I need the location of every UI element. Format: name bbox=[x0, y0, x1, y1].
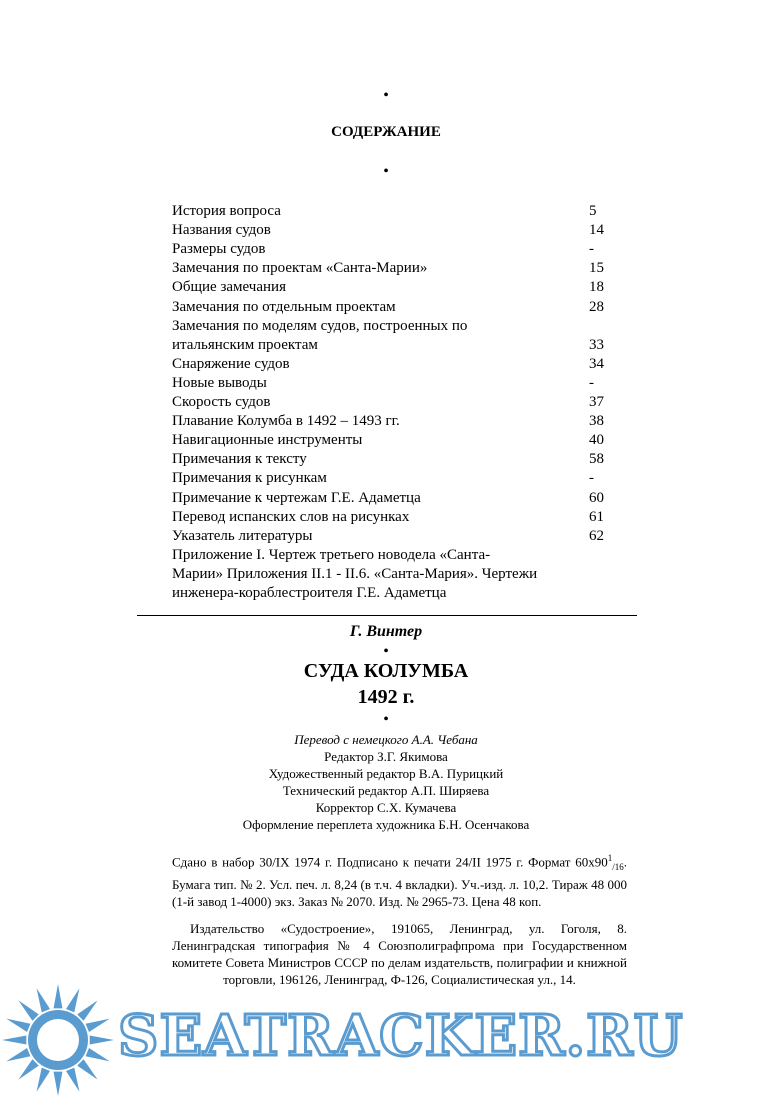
toc-entry-label: Скорость судов bbox=[172, 394, 271, 410]
ornament-bullet: • bbox=[383, 643, 389, 660]
sun-ray bbox=[6, 1048, 30, 1061]
sun-ray bbox=[37, 1068, 50, 1092]
watermark bbox=[0, 982, 772, 1096]
sun-ray bbox=[90, 1036, 114, 1045]
sun-ray bbox=[54, 1072, 63, 1096]
toc-entry-page: 40 bbox=[589, 432, 604, 449]
toc-entry-label: итальянским проектам bbox=[172, 336, 318, 353]
contents-title: СОДЕРЖАНИЕ bbox=[331, 124, 441, 140]
toc-entry-label: Названия судов bbox=[172, 222, 271, 239]
translation-credit: Перевод с немецкого А.А. Чебана bbox=[294, 732, 478, 747]
toc-entry-page: 18 bbox=[589, 279, 604, 296]
toc-entry-page: - bbox=[589, 470, 594, 487]
print-info-text: Сдано в набор 30/IX 1974 г. Подписано к печати 24/II 1975 г. Формат 60x90 bbox=[172, 854, 608, 870]
toc-entry-page: 60 bbox=[589, 489, 604, 506]
sun-ray bbox=[2, 1036, 26, 1045]
sun-ray bbox=[77, 1000, 97, 1020]
format-sub: /16 bbox=[612, 861, 624, 872]
appendix-line: инженера-кораблестроителя Г.Е. Адаметца bbox=[172, 585, 447, 601]
toc-entry-page: 61 bbox=[589, 508, 604, 525]
toc-appendix bbox=[172, 546, 537, 603]
toc-entry-label: Новые выводы bbox=[172, 374, 267, 391]
sun-ray bbox=[66, 1068, 79, 1092]
tech-editor-credit: Технический редактор А.П. Ширяева bbox=[282, 783, 490, 798]
appendix-line: Приложение I. Чертеж третьего новодела «Санта- bbox=[172, 547, 491, 563]
toc-entry-page: 34 bbox=[589, 355, 604, 372]
toc-entry-label: Снаряжение судов bbox=[172, 355, 290, 372]
toc-entry-page: 58 bbox=[589, 451, 604, 468]
publisher-info bbox=[172, 920, 627, 988]
toc-entry-page: 28 bbox=[589, 298, 604, 315]
toc-entry-page: - bbox=[589, 374, 594, 391]
publisher-text: Издательство «Судостроение», 191065, Ленинград, ул. Гоголя, 8. Ленинградская типография № 4 Союзполиграфпрома при Государственном комитете Совета Министров СССР по делам издательств, полиграфии и книжной торговли, 196126, Ленинград, Ф-126, Социалистическая ул., 14. bbox=[172, 921, 627, 987]
toc-entry-page: - bbox=[589, 241, 594, 258]
sun-ray bbox=[6, 1019, 30, 1032]
toc-entry-page: 14 bbox=[589, 222, 604, 239]
sun-ray bbox=[77, 1059, 97, 1079]
divider bbox=[137, 615, 637, 616]
print-info bbox=[172, 850, 627, 910]
author: Г. Винтер bbox=[349, 623, 423, 640]
toc-entry-label: Навигационные инструменты bbox=[172, 432, 363, 449]
toc-entry-page: 15 bbox=[589, 260, 604, 277]
sun-ray bbox=[86, 1019, 110, 1032]
toc-entry-page: 62 bbox=[589, 527, 604, 544]
art-editor-credit: Художественный редактор В.А. Пурицкий bbox=[268, 766, 504, 781]
toc-entry-page: 38 bbox=[589, 413, 604, 430]
book-year: 1492 г. bbox=[357, 686, 415, 708]
toc-entry-label: Общие замечания bbox=[172, 279, 286, 296]
sun-logo-icon bbox=[0, 982, 130, 1096]
toc-entry-page: 33 bbox=[589, 336, 604, 353]
sun-ray bbox=[18, 1000, 38, 1020]
toc-entry-page: 37 bbox=[589, 394, 604, 410]
sun-ray bbox=[66, 988, 79, 1012]
editor-credit: Редактор З.Г. Якимова bbox=[324, 749, 448, 764]
toc-entry-label: Замечания по проектам «Санта-Марии» bbox=[172, 260, 428, 277]
format-sup: 1 bbox=[607, 853, 613, 863]
toc-entry-label: Замечания по моделям судов, построенных по bbox=[172, 317, 468, 334]
proofreader-credit: Корректор С.Х. Кумачева bbox=[315, 800, 457, 815]
sun-ray bbox=[18, 1059, 38, 1079]
toc-entry-label: Примечание к чертежам Г.Е. Адаметца bbox=[172, 489, 421, 506]
toc-entry-label: Размеры судов bbox=[172, 241, 266, 258]
toc-entry-label: Примечания к тексту bbox=[172, 451, 307, 468]
ornament-bullet: • bbox=[383, 163, 389, 180]
toc-entry-label: Указатель литературы bbox=[172, 527, 313, 544]
ornament-bullet: • bbox=[383, 87, 389, 104]
appendix-line: Марии» Приложения II.1 - II.6. «Санта-Мария». Чертежи bbox=[172, 566, 538, 582]
sun-ray bbox=[54, 984, 63, 1008]
toc-entry-label: Примечания к рисункам bbox=[172, 470, 327, 487]
cover-design-credit: Оформление переплета художника Б.Н. Осенчакова bbox=[242, 817, 530, 832]
toc-entry-label: Перевод испанских слов на рисунках bbox=[172, 508, 410, 525]
toc-entry-label: История вопроса bbox=[172, 203, 281, 219]
toc-entry-label: Замечания по отдельным проектам bbox=[172, 298, 396, 315]
ornament-bullet: • bbox=[383, 711, 389, 728]
sun-ray bbox=[86, 1048, 110, 1061]
toc-entry-label: Плавание Колумба в 1492 – 1493 гг. bbox=[172, 413, 400, 430]
book-title: СУДА КОЛУМБА bbox=[303, 660, 469, 682]
watermark-text: SEATRACKER.RU bbox=[118, 1003, 684, 1069]
sun-ray bbox=[37, 988, 50, 1012]
toc-entry-page: 5 bbox=[589, 203, 597, 219]
print-info-text: . Бумага тип. № 2. Усл. печ. л. 8,24 (в т.ч. 4 вкладки). Уч.-изд. л. 10,2. Тираж 48 000 (1-й завод 1-4000) экз. Заказ № 2070. Изд. № 2965-73. Цена 48 коп. bbox=[172, 854, 627, 909]
